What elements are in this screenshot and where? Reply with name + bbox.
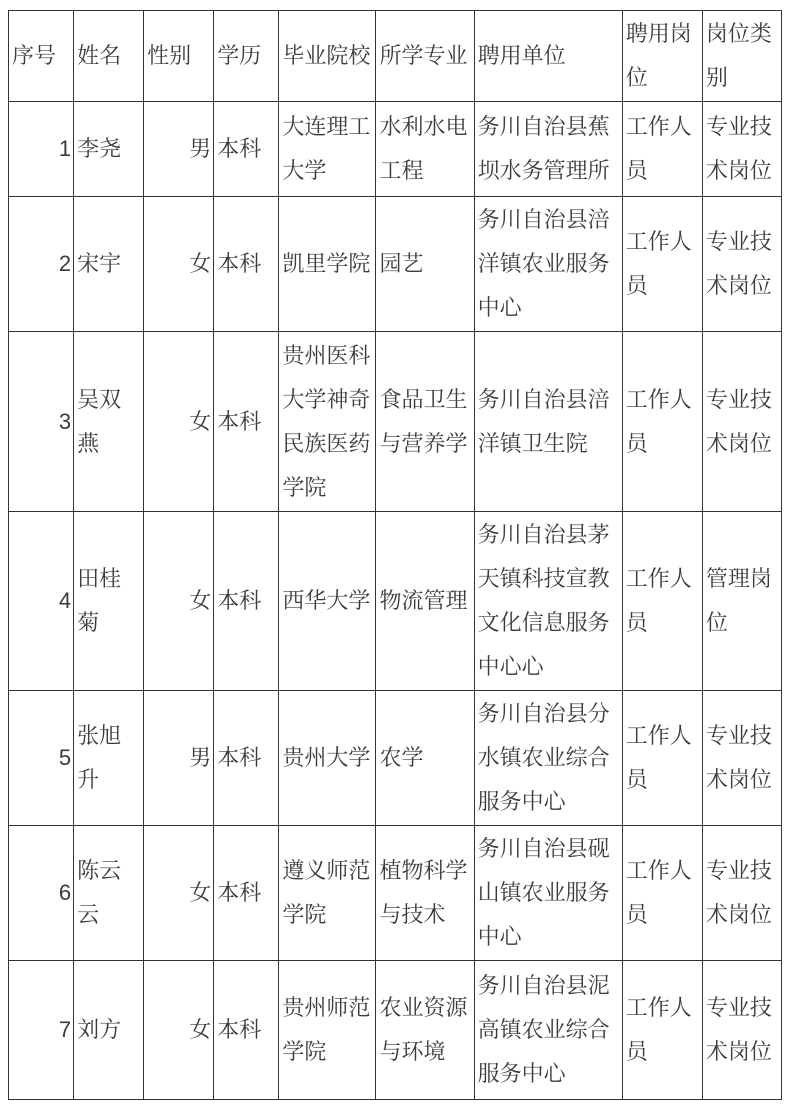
header-cell: 毕业院校 <box>279 11 376 102</box>
table-cell: 工作人员 <box>622 197 702 332</box>
table-cell: 1 <box>9 102 74 197</box>
table-cell: 男 <box>144 102 214 197</box>
table-cell: 女 <box>144 332 214 512</box>
table-cell: 本科 <box>214 512 279 691</box>
table-cell: 本科 <box>214 691 279 826</box>
table-cell: 遵义师范学院 <box>279 826 376 961</box>
header-cell: 姓名 <box>74 11 144 102</box>
table-cell: 宋宇 <box>74 197 144 332</box>
table-cell: 2 <box>9 197 74 332</box>
table-cell: 水利水电工程 <box>376 102 474 197</box>
table-cell: 务川自治县分水镇农业综合服务中心 <box>474 691 622 826</box>
table-cell: 工作人员 <box>622 332 702 512</box>
header-cell: 岗位类别 <box>702 11 781 102</box>
table-row <box>9 102 782 197</box>
table-cell: 7 <box>9 961 74 1100</box>
table-cell: 贵州师范学院 <box>279 961 376 1100</box>
table-cell: 张旭升 <box>74 691 144 826</box>
table-cell: 管理岗位 <box>702 512 781 691</box>
table-cell: 本科 <box>214 102 279 197</box>
table-cell: 刘方 <box>74 961 144 1100</box>
table-cell: 务川自治县蕉坝水务管理所 <box>474 102 622 197</box>
table-cell: 男 <box>144 691 214 826</box>
table-row <box>9 961 782 1100</box>
table-cell: 李尧 <box>74 102 144 197</box>
table-cell: 6 <box>9 826 74 961</box>
table-row <box>9 197 782 332</box>
table-cell: 本科 <box>214 332 279 512</box>
header-cell: 所学专业 <box>376 11 474 102</box>
table-cell: 工作人员 <box>622 691 702 826</box>
table-row <box>9 332 782 512</box>
table-cell: 工作人员 <box>622 961 702 1100</box>
table-cell: 工作人员 <box>622 512 702 691</box>
table-cell: 大连理工大学 <box>279 102 376 197</box>
table-cell: 4 <box>9 512 74 691</box>
table-cell: 本科 <box>214 197 279 332</box>
table-cell: 农学 <box>376 691 474 826</box>
table-cell: 食品卫生与营养学 <box>376 332 474 512</box>
header-cell: 学历 <box>214 11 279 102</box>
table-cell: 陈云云 <box>74 826 144 961</box>
header-cell: 序号 <box>9 11 74 102</box>
header-cell: 性别 <box>144 11 214 102</box>
header-cell: 聘用单位 <box>474 11 622 102</box>
table-cell: 本科 <box>214 961 279 1100</box>
table-cell: 凯里学院 <box>279 197 376 332</box>
table-cell: 务川自治县砚山镇农业服务中心 <box>474 826 622 961</box>
table-cell: 农业资源与环境 <box>376 961 474 1100</box>
table-cell: 3 <box>9 332 74 512</box>
table-cell: 植物科学与技术 <box>376 826 474 961</box>
table-cell: 女 <box>144 512 214 691</box>
table-cell: 女 <box>144 197 214 332</box>
table-cell: 女 <box>144 826 214 961</box>
table-row <box>9 512 782 691</box>
table-cell: 园艺 <box>376 197 474 332</box>
table-cell: 务川自治县涪洋镇农业服务中心 <box>474 197 622 332</box>
table-cell: 工作人员 <box>622 826 702 961</box>
header-row <box>9 11 782 102</box>
header-cell: 聘用岗位 <box>622 11 702 102</box>
table-cell: 专业技术岗位 <box>702 332 781 512</box>
table-cell: 专业技术岗位 <box>702 691 781 826</box>
table-row <box>9 826 782 961</box>
table-cell: 西华大学 <box>279 512 376 691</box>
table-cell: 务川自治县泥高镇农业综合服务中心 <box>474 961 622 1100</box>
table-cell: 专业技术岗位 <box>702 961 781 1100</box>
table-cell: 本科 <box>214 826 279 961</box>
table-cell: 物流管理 <box>376 512 474 691</box>
table-cell: 专业技术岗位 <box>702 102 781 197</box>
table-cell: 务川自治县茅天镇科技宣教文化信息服务中心心 <box>474 512 622 691</box>
table-cell: 5 <box>9 691 74 826</box>
recruitment-table <box>8 10 782 1100</box>
table-cell: 贵州医科大学神奇民族医药学院 <box>279 332 376 512</box>
table-cell: 吴双燕 <box>74 332 144 512</box>
table-cell: 女 <box>144 961 214 1100</box>
table-cell: 贵州大学 <box>279 691 376 826</box>
table-row <box>9 691 782 826</box>
table-cell: 专业技术岗位 <box>702 197 781 332</box>
table-cell: 务川自治县涪洋镇卫生院 <box>474 332 622 512</box>
table-body <box>9 102 782 1100</box>
table-cell: 田桂菊 <box>74 512 144 691</box>
table-cell: 专业技术岗位 <box>702 826 781 961</box>
table-cell: 工作人员 <box>622 102 702 197</box>
